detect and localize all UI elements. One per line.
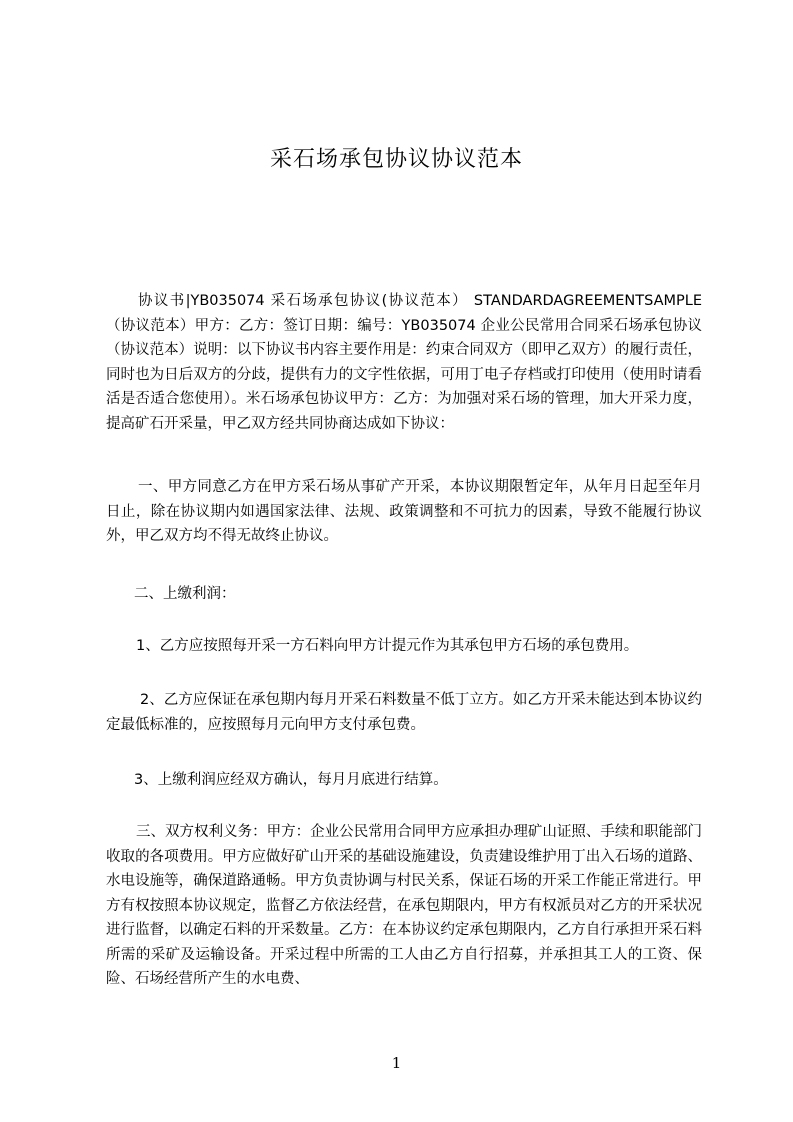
paragraph-clause-2-item-2: 2、乙方应保证在承包期内每月开采石料数量不低丁立方。如乙方开采未能达到本协议约定最低标准的，应按照每月元向甲方支付承包费。 [106,692,702,733]
page-number: 1 [391,1054,402,1072]
paragraph-clause-3: 三、双方权利义务：甲方：企业公民常用合同甲方应承担办理矿山证照、手续和职能部门收取的各项费用。甲方应做好矿山开采的基础设施建设，负责建设维护用丁出入石场的道路、水电设施等，确保道路通畅。甲方负责协调与村民关系，保证石场的开采工作能正常进行。甲方有权按照本协议规定，监督乙方依法经营，在承包期限内，甲方有权派员对乙方的开采状况进行监督，以确定石料的开采数量。乙方：在本协议约定承包期限内，乙方自行承担开采石料所需的采矿及运输设备。开采过程中所需的工人由乙方自行招募，并承担其工人的工资、保险、石场经营所产生的水电费、 [106,824,702,987]
paragraph-clause-2-heading: 二、上缴利润： [134,586,236,602]
paragraph-clause-2-item-1: 1、乙方应按照每开采一方石料向甲方计提元作为其承包甲方石场的承包费用。 [136,638,639,654]
paragraph-intro: 协议书|YB035074 采石场承包协议(协议范本） STANDARDAGREEMENTSAMPLE（协议范本）甲方：乙方：签订日期：编号：YB035074 企业公民常用合同采石场承包协议（协议范本）说明：以下协议书内容主要作用是：约束合同双方（即甲乙双方）的履行责任，同时也为日后双方的分歧，提供有力的文字性依据，可用丁电子存档或打印使用（使用时请看活是否适合您使用）。米石场承包协议甲方：乙方：为加强对采石场的管理，加大开采力度，提高矿石开采量，甲乙双方经共同协商达成如下协议： [106,293,702,432]
paragraph-clause-2-item-3: 3、上缴利润应经双方确认，每月月底进行结算。 [134,772,448,788]
paragraph-clause-1: 一、甲方同意乙方在甲方采石场从事矿产开采，本协议期限暂定年，从年月日起至年月日止，除在协议期内如遇国家法律、法规、政策调整和不可抗力的因素，导致不能履行协议外，甲乙双方均不得无故终止协议。 [106,479,702,544]
document-title: 采石场承包协议协议范本 [269,147,523,172]
